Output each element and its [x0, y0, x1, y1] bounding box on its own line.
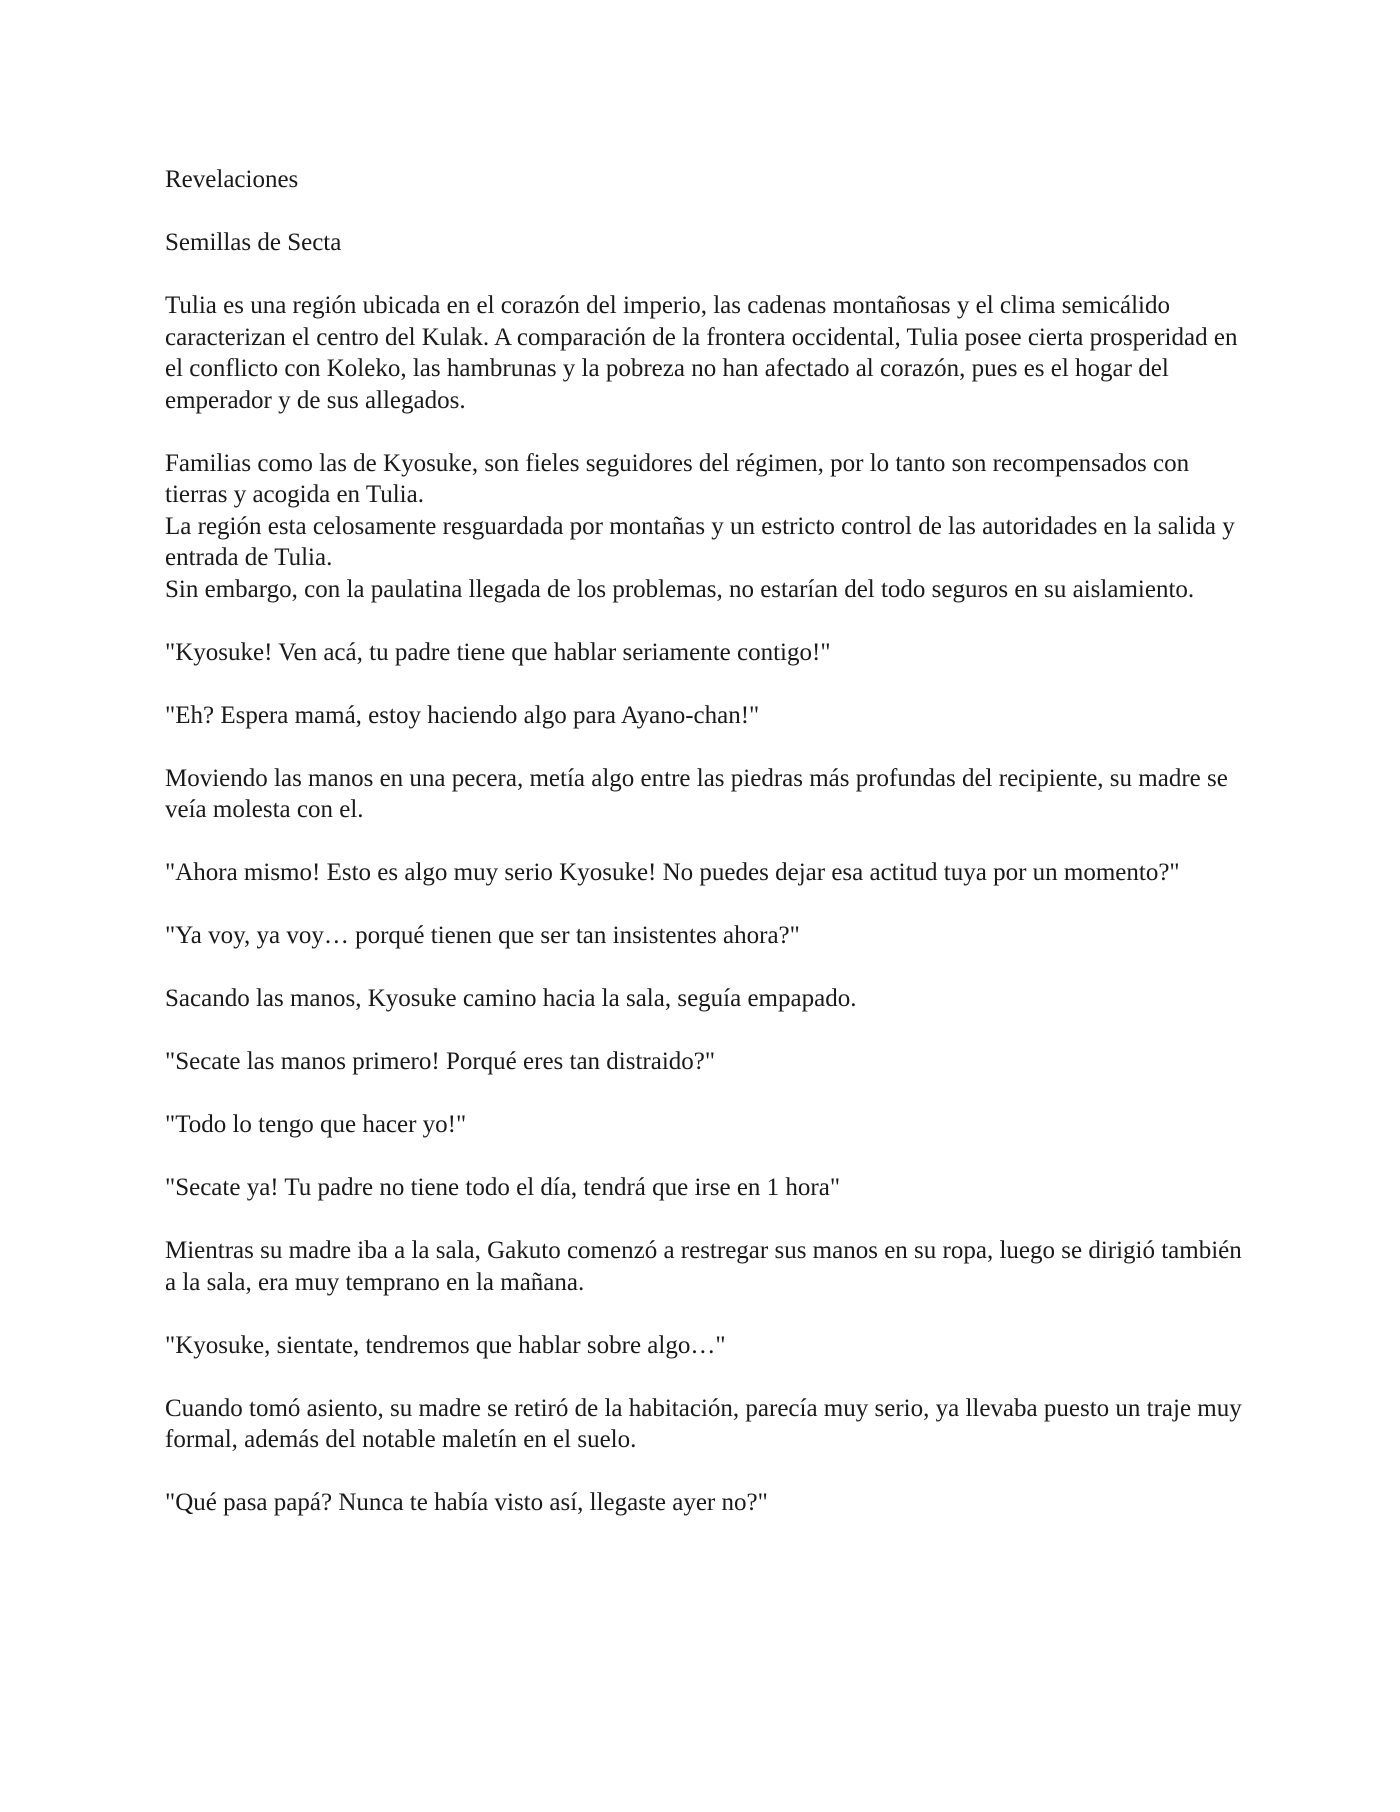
paragraph: La región esta celosamente resguardada por montañas y un estricto control de las autoridades en la salida y entrada de Tulia.	[165, 512, 1235, 571]
document-body	[165, 164, 1245, 1550]
dialogue-line: "Kyosuke, sientate, tendremos que hablar sobre algo…"	[165, 1331, 726, 1359]
paragraph: Moviendo las manos en una pecera, metía algo entre las piedras más profundas del recipiente, su madre se veía molesta con el.	[165, 764, 1228, 823]
dialogue-line: "Secate las manos primero! Porqué eres tan distraido?"	[165, 1048, 716, 1075]
paragraph: Mientras su madre iba a la sala, Gakuto comenzó a restregar sus manos en su ropa, luego se dirigió también a la sala, era muy temprano en la mañana.	[165, 1237, 1242, 1296]
paragraph: Tulia es una región ubicada en el corazón del imperio, las cadenas montañosas y el clima semicálido caracterizan el centro del Kulak. A comparación de la frontera occidental, Tulia posee cierta prosperidad en el conflicto con Koleko, las hambrunas y la pobreza no han afectado al corazón, pues es el hogar del emperador y de sus allegados.	[165, 292, 1238, 414]
paragraph: Cuando tomó asiento, su madre se retiró de la habitación, parecía muy serio, ya llevaba puesto un traje muy formal, además del notable maletín en el suelo.	[165, 1394, 1242, 1453]
document-title: Revelaciones	[165, 166, 299, 193]
dialogue-line: "Todo lo tengo que hacer yo!"	[165, 1111, 467, 1138]
dialogue-line: "Ahora mismo! Esto es algo muy serio Kyosuke! No puedes dejar esa actitud tuya por un momento?"	[165, 859, 1180, 886]
chapter-title: Semillas de Secta	[165, 229, 342, 256]
paragraph: Sin embargo, con la paulatina llegada de los problemas, no estarían del todo seguros en su aislamiento.	[165, 575, 1195, 603]
dialogue-line: "Eh? Espera mamá, estoy haciendo algo para Ayano-chan!"	[165, 701, 760, 729]
dialogue-line: "Qué pasa papá? Nunca te había visto así, llegaste ayer no?"	[165, 1489, 768, 1516]
dialogue-line: "Ya voy, ya voy… porqué tienen que ser tan insistentes ahora?"	[165, 922, 800, 949]
paragraph: Sacando las manos, Kyosuke camino hacia la sala, seguía empapado.	[165, 985, 857, 1012]
dialogue-line: "Secate ya! Tu padre no tiene todo el día, tendrá que irse en 1 hora"	[165, 1174, 841, 1201]
dialogue-line: "Kyosuke! Ven acá, tu padre tiene que hablar seriamente contigo!"	[165, 638, 831, 666]
paragraph: Familias como las de Kyosuke, son fieles seguidores del régimen, por lo tanto son recompensados con tierras y acogida en Tulia.	[165, 449, 1190, 508]
